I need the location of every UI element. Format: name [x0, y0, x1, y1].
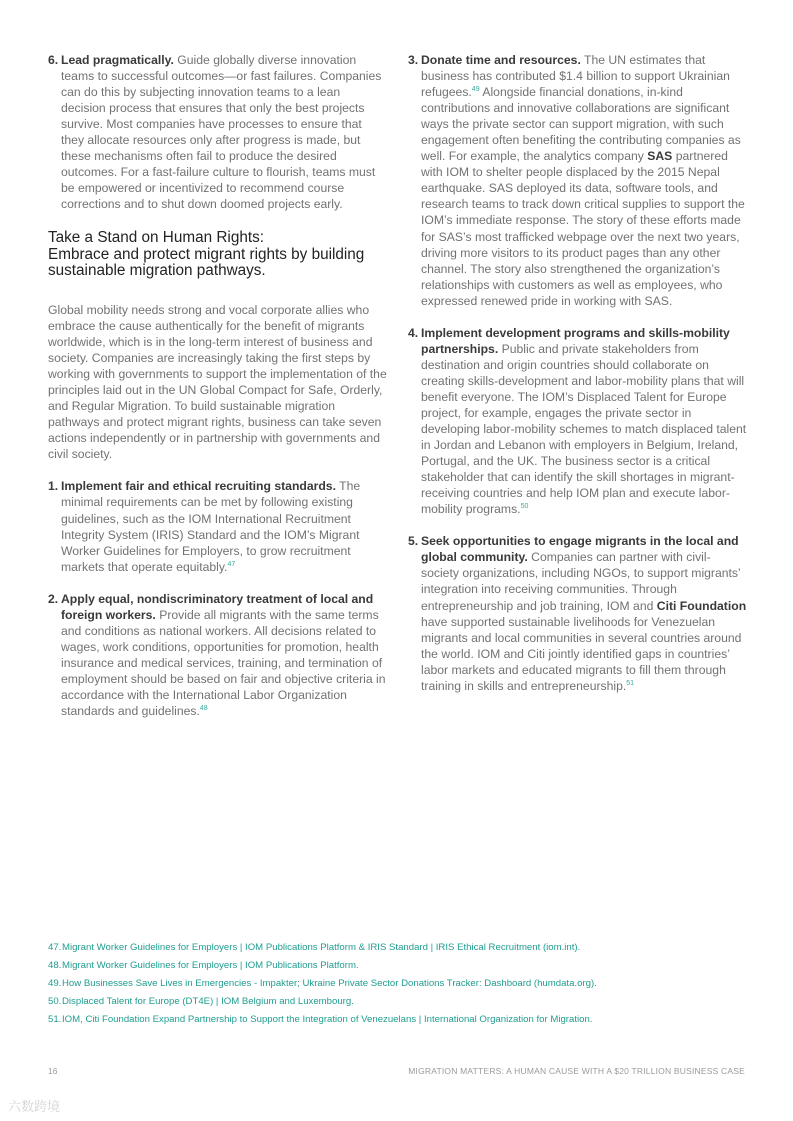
list-item-5: [408, 533, 748, 693]
list-number: 1.: [48, 479, 59, 494]
list-item-6: [48, 52, 388, 212]
list-body: partnered with IOM to shelter people displaced by the 2015 Nepal earthquake. SAS deployed its data, software tools, and research teams to track down critical supplies to support the IOM’s immediate response. The story of these efforts made for SAS’s most trafficked webpage over the next two years, driving more visitors to its product pages than any other channel. The story also strengthened the organization’s relationships with customers as well as employees, who expressed renewed pride in working with SAS.: [421, 149, 745, 308]
list-number: 3.: [408, 53, 419, 67]
footnote-number: 49.: [48, 978, 62, 989]
org-name-sas: SAS: [647, 149, 673, 164]
list-body: Provide all migrants with the same terms and conditions as national workers. All decisions related to wages, work conditions, opportunities for promotion, health insurance and medical services, training, and termination of employment should be based on fair and objective criteria in accordance with the International Labor Organization standards and guidelines.: [61, 607, 386, 719]
list-body: have supported sustainable livelihoods for Venezuelan migrants and local communities in several countries around the world. IOM and Citi jointly identified gaps in countries’ labor markets and educated migrants to fill them through training in skills and entrepreneurship.: [421, 614, 742, 693]
list-lead: Implement fair and ethical recruiting standards.: [61, 479, 336, 494]
list-body: Companies can partner with civil-society organizations, including NGOs, to support migrants’ integration into receiving communities. Through entrepreneurship and job training, IOM and: [421, 550, 741, 613]
footnote-48[interactable]: [48, 957, 748, 975]
footnotes: [48, 939, 748, 1029]
list-number: 2.: [48, 591, 59, 606]
page-number: 16: [48, 1066, 58, 1076]
section-heading-line-1: Take a Stand on Human Rights:: [48, 229, 264, 247]
watermark-logo: 六数跨境: [8, 1100, 61, 1115]
footnote-number: 48.: [48, 960, 62, 971]
list-item-3: [408, 52, 748, 309]
list-lead: Lead pragmatically.: [61, 53, 174, 67]
footnote-ref-48[interactable]: 48: [199, 704, 208, 712]
footnote-ref-47[interactable]: 47: [227, 560, 236, 568]
list-number: 4.: [408, 325, 419, 340]
intro-paragraph: Global mobility needs strong and vocal corporate allies who embrace the cause authentically for the benefit of migrants worldwide, which is in the long-term interest of business and society. Companies are increasingly taking the first steps by working with governments to support the implementation of the principles laid out in the UN Global Compact for Safe, Orderly, and Regular Migration. To build sustainable migration pathways and protect migrant rights, business can take seven actions independently or in partnership with governments and civil society.: [48, 302, 387, 462]
list-number: 6.: [48, 53, 59, 67]
list-lead: Apply equal, nondiscriminatory treatment of local and foreign workers.: [61, 591, 374, 622]
section-heading-line-2: Embrace and protect migrant rights by building sustainable migration pathways.: [48, 245, 365, 280]
list-lead: Donate time and resources.: [421, 53, 581, 67]
footnote-link[interactable]: IOM, Citi Foundation Expand Partnership to Support the Integration of Venezuelans | International Organization for Migration.: [62, 1014, 593, 1025]
list-item-1: [48, 478, 388, 574]
list-body: Public and private stakeholders from destination and origin countries should collaborate on creating skills-development and labor-mobility plans that will benefit everyone. The IOM’s Displaced Talent for Europe project, for example, engages the private sector in developing labor-mobility schemes to match displaced talent in Jordan and Lebanon with employers in Belgium, Ireland, Portugal, and the UK. The business sector is a critical stakeholder that can identify the skill shortages in migrant-receiving countries and help IOM plan and execute labor-mobility programs.: [421, 341, 747, 517]
list-lead: Seek opportunities to engage migrants in the local and global community.: [421, 534, 739, 565]
list-item-2: [48, 591, 388, 719]
left-column: [48, 52, 388, 735]
footnote-47[interactable]: [48, 939, 748, 957]
list-body: Guide globally diverse innovation teams to successful outcomes—or fast failures. Companies can do this by subjecting innovation teams to a lean decision process that ensures that only the best projects survive. Most companies have processes to ensure that they allocate resources only after progress is made, but these mechanisms often fail to produce the desired outcomes. For a fast-failure culture to flourish, teams must be empowered or incentivized to recommend course corrections and to shut down doomed projects early.: [61, 53, 382, 212]
footnote-ref-49[interactable]: 49: [471, 86, 480, 94]
footnote-number: 47.: [48, 942, 62, 953]
list-body: Alongside financial donations, in-kind contributions and innovative collaborations are significant ways the private sector can support migration, with such engagement often benefiting the contributing companies as well. For example, the analytics company: [421, 85, 741, 164]
right-column: [408, 52, 748, 710]
footnote-50[interactable]: [48, 993, 748, 1011]
list-lead: Implement development programs and skills-mobility partnerships.: [421, 325, 730, 356]
footnote-49[interactable]: [48, 975, 748, 993]
footnote-link[interactable]: Migrant Worker Guidelines for Employers | IOM Publications Platform & IRIS Standard | IRIS Ethical Recruitment (iom.int).: [62, 942, 581, 953]
section-heading: [48, 230, 388, 280]
list-body: The minimal requirements can be met by following existing guidelines, such as the IOM International Recruitment Integrity System (IRIS) Standard and the IOM’s Migrant Worker Guidelines for Employers, to grow recruitment markets that operate equitably.: [61, 479, 361, 574]
footnote-number: 50.: [48, 996, 62, 1007]
footnote-link[interactable]: How Businesses Save Lives in Emergencies - Impakter; Ukraine Private Sector Donations Tracker: Dashboard (humdata.org).: [62, 978, 597, 989]
list-body: The UN estimates that business has contributed $1.4 billion to support Ukrainian refugees.: [421, 53, 730, 100]
footnote-number: 51.: [48, 1014, 62, 1025]
running-footer-title: MIGRATION MATTERS: A HUMAN CAUSE WITH A $20 TRILLION BUSINESS CASE: [408, 1066, 745, 1076]
footnote-51[interactable]: [48, 1011, 748, 1029]
footnote-ref-50[interactable]: 50: [520, 503, 529, 511]
list-number: 5.: [408, 534, 419, 549]
footnote-link[interactable]: Displaced Talent for Europe (DT4E) | IOM Belgium and Luxembourg.: [62, 996, 354, 1007]
list-item-4: [408, 325, 748, 518]
footnote-ref-51[interactable]: 51: [626, 679, 635, 687]
org-name-citi-foundation: Citi Foundation: [656, 598, 747, 613]
footnote-link[interactable]: Migrant Worker Guidelines for Employers | IOM Publications Platform.: [62, 960, 359, 971]
